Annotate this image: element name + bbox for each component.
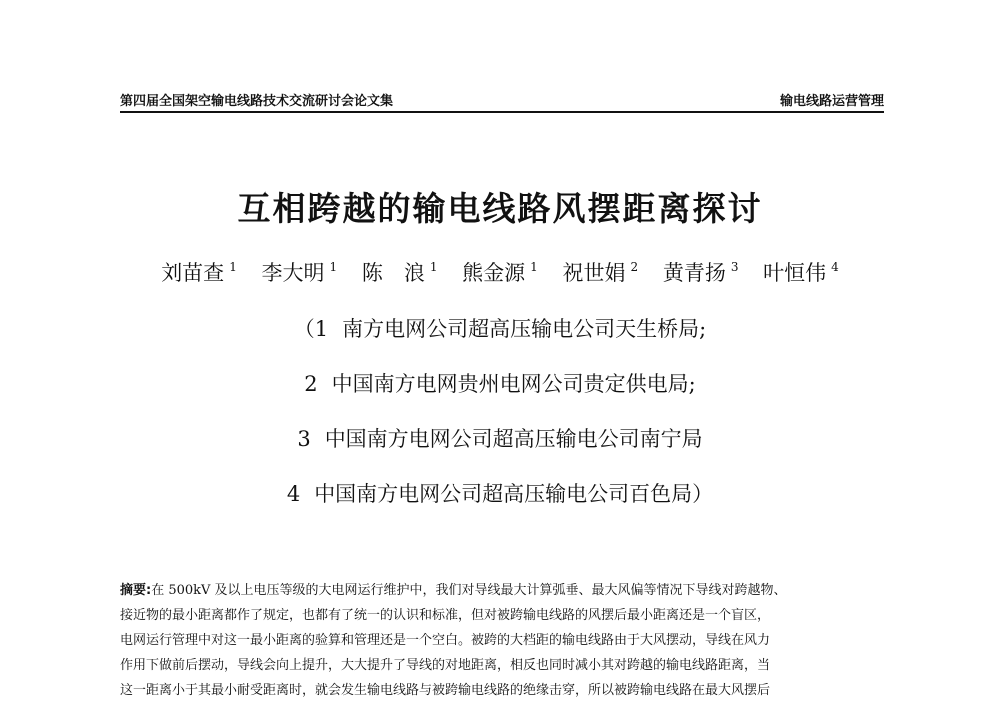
affiliation-number: （1	[293, 317, 329, 341]
author	[362, 257, 438, 287]
abstract-line: 接近物的最小距离都作了规定，也都有了统一的认识和标准，但对被跨输电线路的风摆后最小距离还是一个盲区，	[120, 608, 771, 623]
author-name: 李大明	[261, 261, 325, 285]
affiliation-mark: 1	[229, 260, 237, 274]
author-name: 陈 浪	[361, 261, 425, 285]
author	[161, 257, 237, 287]
abstract-line	[120, 578, 888, 603]
proceedings-title: 第四届全国架空输电线路技术交流研讨会论文集	[120, 94, 394, 109]
author-name: 黄青扬	[662, 261, 726, 285]
paper-title: 互相跨越的输电线路风摆距离探讨	[237, 189, 763, 228]
abstract-line: 这一距离小于其最小耐受距离时，就会发生输电线路与被跨输电线路的绝缘击穿，所以被跨输电线路在最大风摆后	[120, 683, 771, 698]
author	[462, 257, 538, 287]
affiliation	[0, 316, 1000, 371]
abstract-line: 电网运行管理中对这一最小距离的验算和管理还是一个空白。被跨的大档距的输电线路由于大风摆动，导线在风力	[120, 633, 771, 648]
author-list	[0, 257, 1000, 287]
author	[563, 257, 639, 287]
affiliation	[0, 426, 1000, 481]
author-name: 祝世娟	[562, 261, 626, 285]
affiliation-mark: 2	[630, 260, 639, 274]
author	[262, 257, 338, 287]
affiliation-text: 中国南方电网公司超高压输电公司百色局）	[314, 482, 714, 506]
affiliation-mark: 1	[329, 260, 338, 274]
author-name: 熊金源	[462, 261, 526, 285]
affiliation-list	[0, 316, 1000, 536]
abstract-line: 作用下做前后摆动，导线会向上提升，大大提升了导线的对地距离，相反也同时减小其对跨越的输电线路距离，当	[120, 658, 771, 673]
affiliation-mark: 1	[429, 260, 438, 274]
affiliation-mark: 1	[530, 260, 538, 274]
affiliation-mark: 4	[831, 260, 839, 274]
affiliation-text: 中国南方电网贵州电网公司贵定供电局;	[331, 372, 696, 396]
section-title: 输电线路运营管理	[779, 94, 884, 109]
affiliation	[0, 481, 1000, 536]
abstract	[120, 578, 888, 703]
affiliation	[0, 371, 1000, 426]
affiliation-number: 3	[297, 427, 311, 451]
affiliation-text: 中国南方电网公司超高压输电公司南宁局	[324, 427, 703, 451]
affiliation-number: 4	[286, 482, 301, 506]
affiliation-text: 南方电网公司超高压输电公司天生桥局;	[342, 317, 707, 341]
abstract-label: 摘要:	[120, 583, 152, 598]
author	[663, 257, 739, 287]
author	[763, 257, 839, 287]
author-name: 刘苗查	[161, 261, 225, 285]
running-header	[120, 85, 884, 113]
affiliation-mark: 3	[730, 260, 739, 274]
affiliation-number: 2	[304, 372, 318, 396]
author-name: 叶恒伟	[763, 261, 827, 285]
abstract-text: 在 500kV 及以上电压等级的大电网运行维护中，我们对导线最大计算弧垂、最大风偏等情况下导线对跨越物、	[151, 583, 787, 598]
